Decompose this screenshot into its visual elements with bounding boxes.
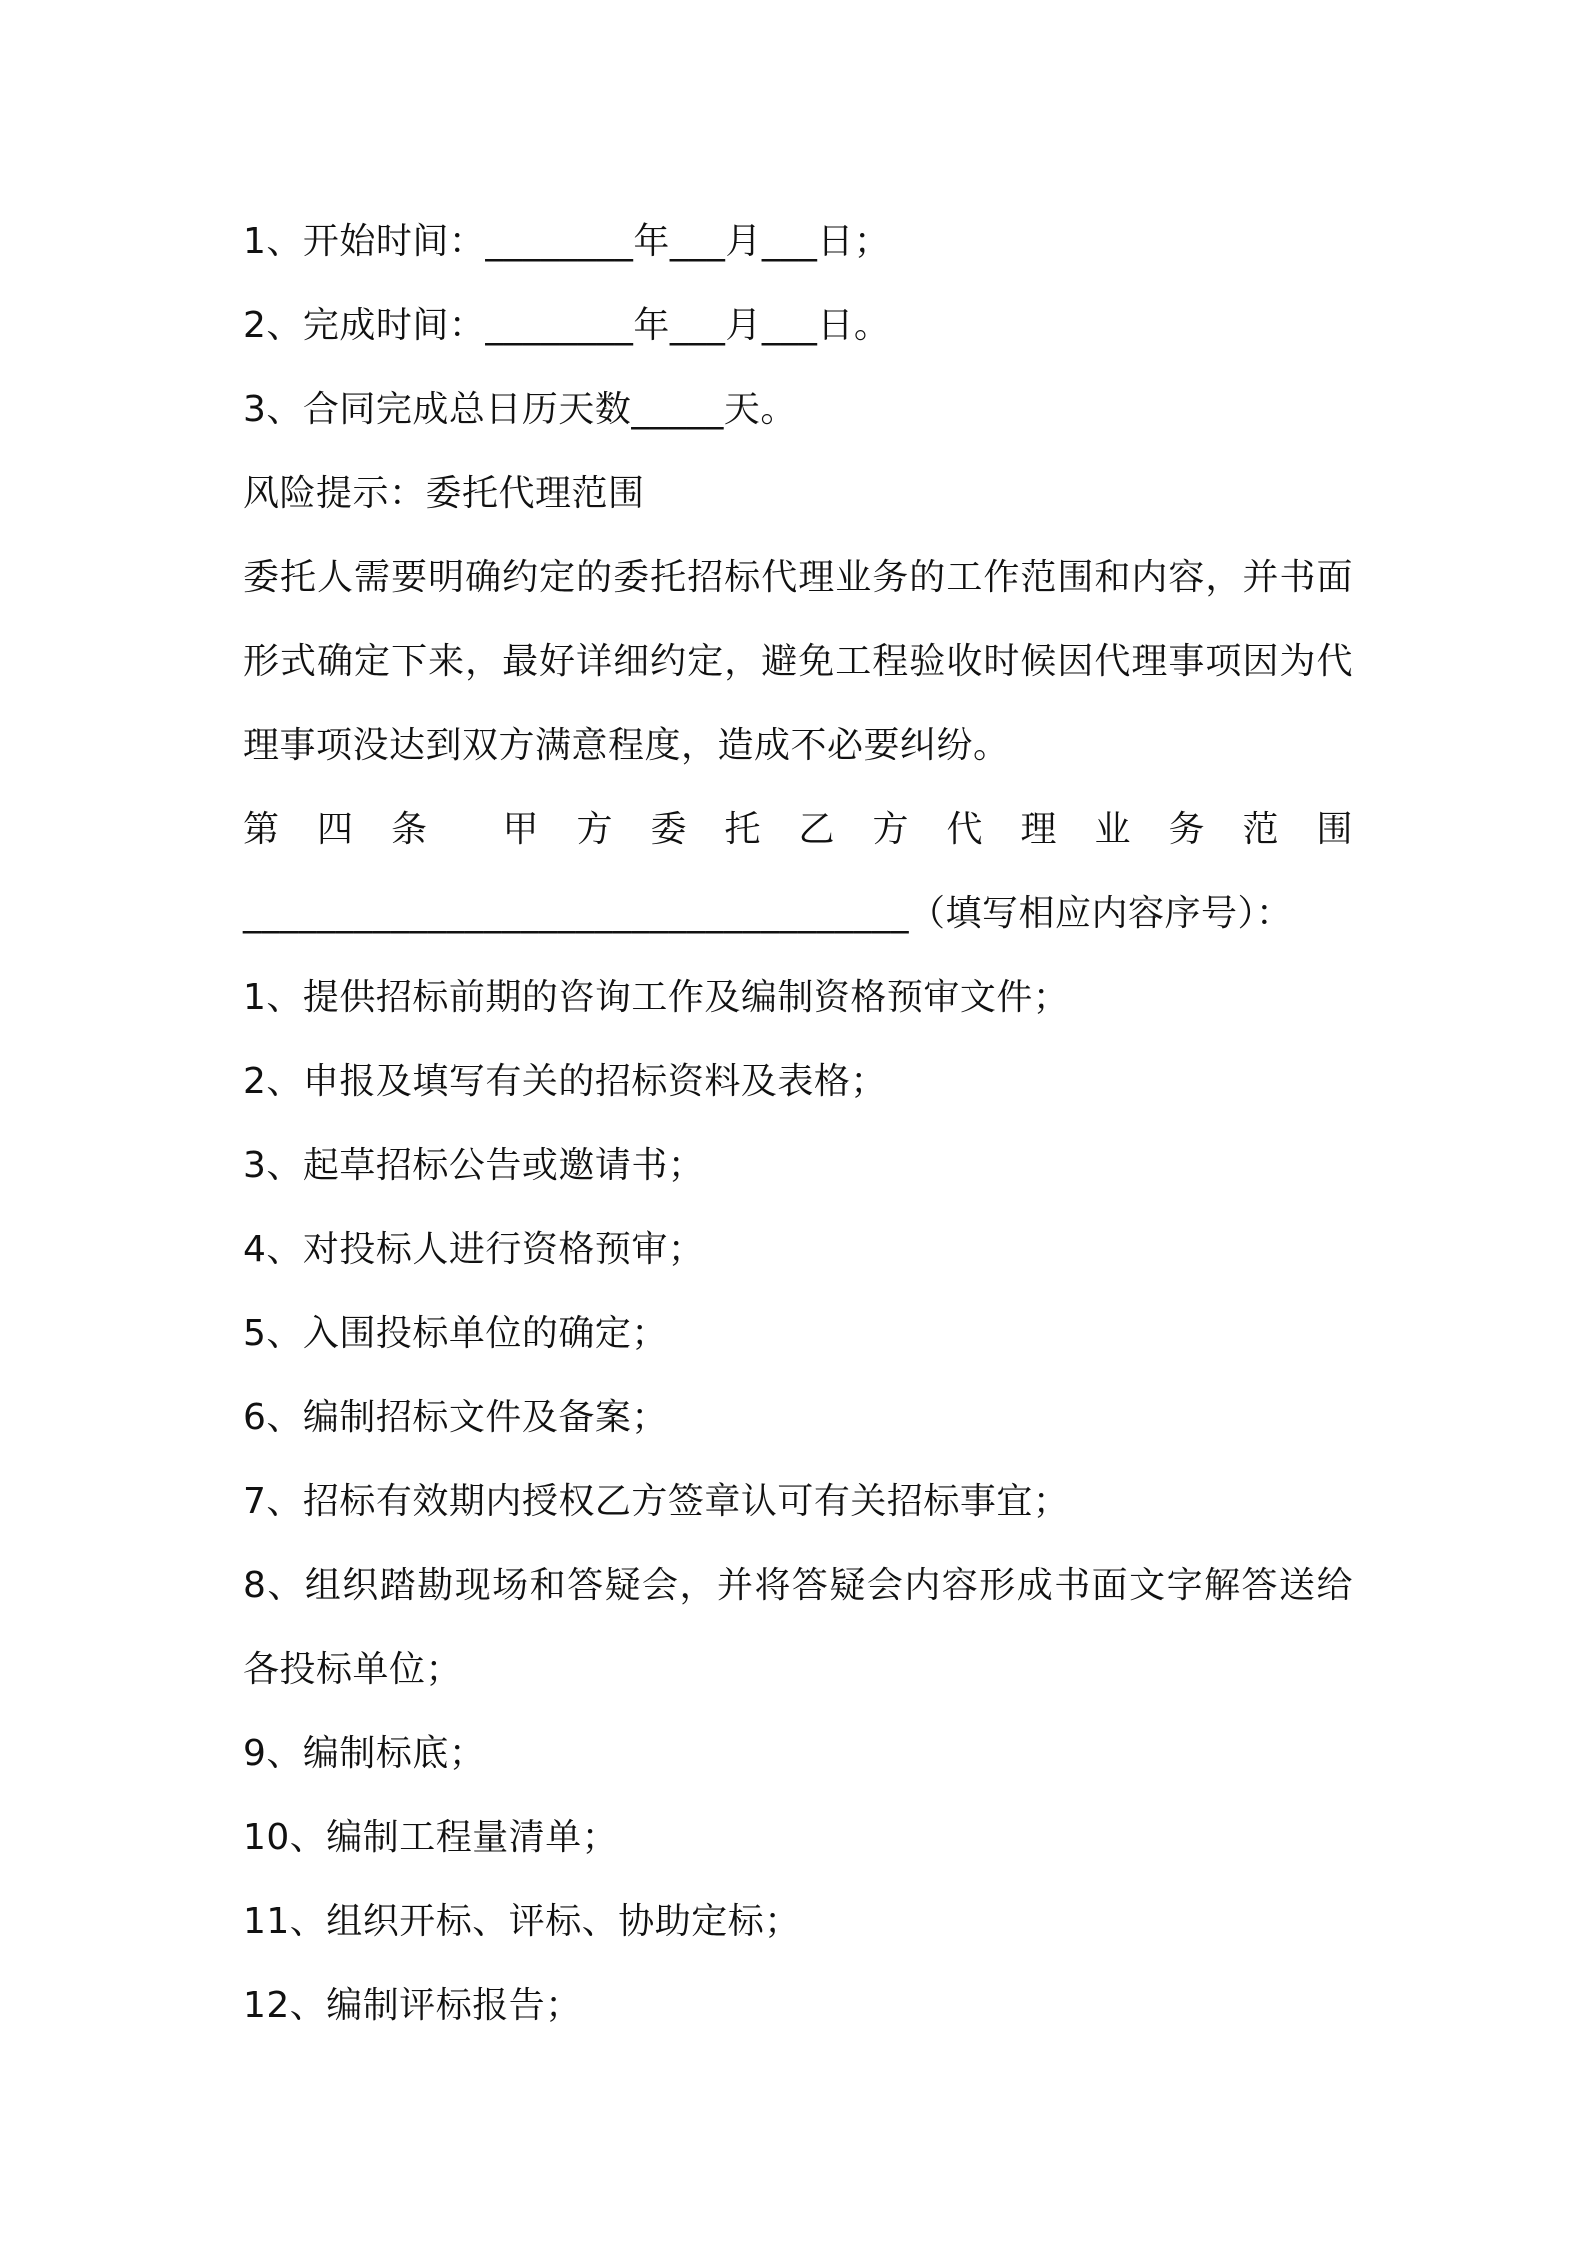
total-days-line: 3、合同完成总日历天数_____天。 <box>243 389 797 430</box>
risk-paragraph-line: 理事项没达到双方满意程度，造成不必要纠纷。 <box>243 725 1010 766</box>
list-item: 6、编制招标文件及备案； <box>243 1397 668 1438</box>
article-4-blank-line: ____________________________________（填写相应内容序号）： <box>243 893 1293 934</box>
list-item: 8、组织踏勘现场和答疑会，并将答疑会内容形成书面文字解答送给 <box>243 1565 1353 1606</box>
start-time-line: 1、开始时间：________年___月___日； <box>243 221 891 262</box>
list-item-continuation: 各投标单位； <box>243 1649 463 1690</box>
heading-char: 务 <box>1168 809 1205 850</box>
list-item: 2、申报及填写有关的招标资料及表格； <box>243 1061 887 1102</box>
heading-char: 托 <box>724 809 761 850</box>
list-item: 5、入围投标单位的确定； <box>243 1313 668 1354</box>
list-item: 12、编制评标报告； <box>243 1985 582 2026</box>
list-item: 4、对投标人进行资格预审； <box>243 1229 705 1270</box>
risk-paragraph-line: 委托人需要明确约定的委托招标代理业务的工作范围和内容，并书面 <box>243 557 1353 598</box>
heading-char: 条 <box>391 809 428 850</box>
heading-char: 理 <box>1020 809 1057 850</box>
heading-char: 范 <box>1242 809 1279 850</box>
list-item: 10、编制工程量清单； <box>243 1817 619 1858</box>
list-item: 1、提供招标前期的咨询工作及编制资格预审文件； <box>243 977 1070 1018</box>
list-item: 9、编制标底； <box>243 1733 486 1774</box>
heading-char: 代 <box>946 809 983 850</box>
heading-char: 委 <box>650 809 687 850</box>
risk-paragraph-line: 形式确定下来，最好详细约定，避免工程验收时候因代理事项因为代 <box>243 641 1353 682</box>
heading-char: 四 <box>317 809 354 850</box>
finish-time-line: 2、完成时间：________年___月___日。 <box>243 305 891 346</box>
heading-char: 业 <box>1094 809 1131 850</box>
list-item: 3、起草招标公告或邀请书； <box>243 1145 705 1186</box>
list-item: 11、组织开标、评标、协助定标； <box>243 1901 801 1942</box>
heading-char: 甲 <box>502 809 539 850</box>
heading-char: 乙 <box>798 809 835 850</box>
heading-char: 围 <box>1316 809 1353 850</box>
heading-char: 方 <box>872 809 909 850</box>
heading-char: 第 <box>243 809 280 850</box>
article-4-heading <box>243 788 1353 872</box>
heading-char: 方 <box>576 809 613 850</box>
document-body <box>243 200 1353 2048</box>
list-item: 7、招标有效期内授权乙方签章认可有关招标事宜； <box>243 1481 1070 1522</box>
risk-title: 风险提示：委托代理范围 <box>243 473 645 514</box>
